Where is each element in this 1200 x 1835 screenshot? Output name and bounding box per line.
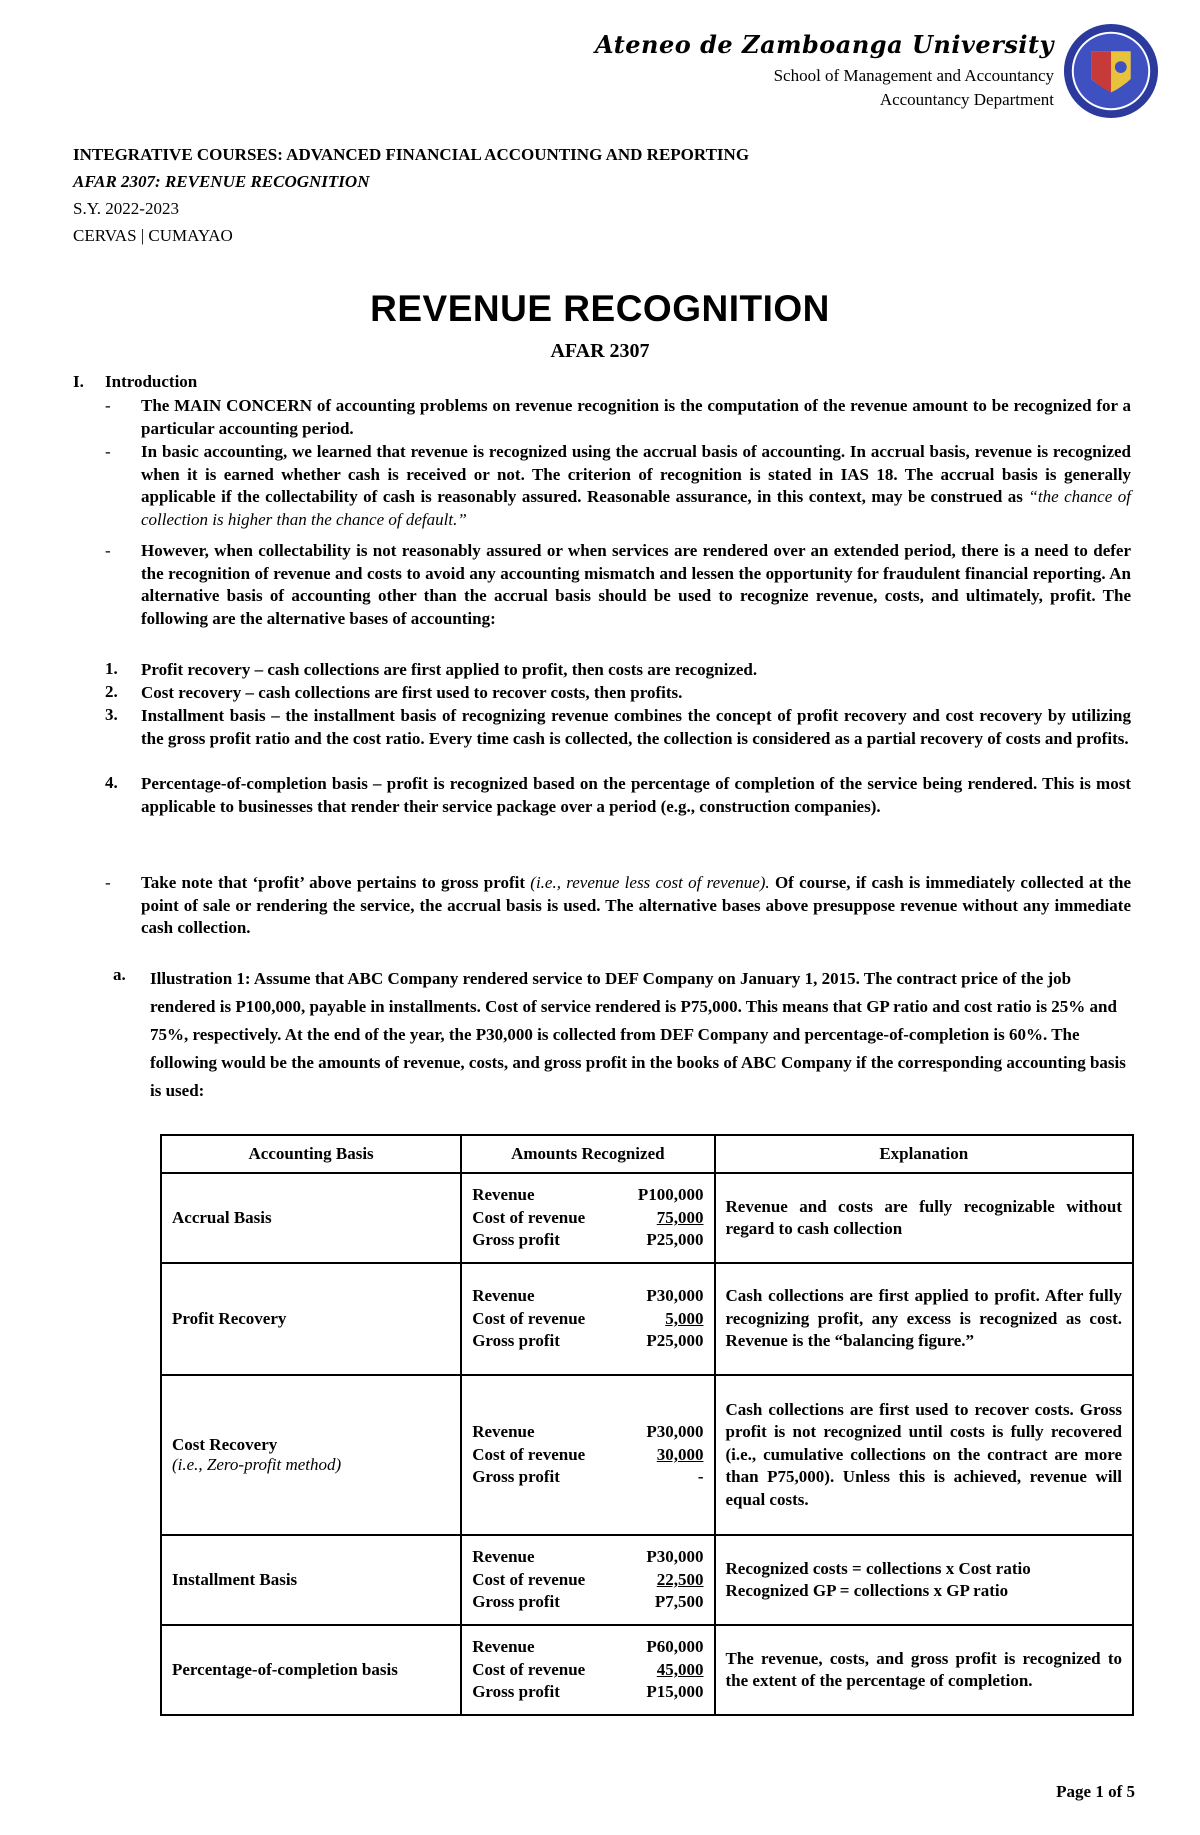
revenue-label: Revenue (472, 1547, 535, 1567)
illustration-text: Illustration 1: Assume that ABC Company rendered service to DEF Company on January 1, 2015. The contract price of the job rendered is P100,000, payable in installments. Cost of service rendered is P75,000. This means that GP ratio and cost ratio is 25% and 75%, respectively. At the end of the year, the P30,000 is collected from DEF Company and percentage-of-completion is 60%. The following would be the amounts of revenue, costs, and gross profit in the books of ABC Company if the corresponding accounting basis is used: (150, 969, 1126, 1100)
explanation-cell: Cash collections are first applied to profit. After fully recognizing profit, any excess is recognized as cost. Revenue is the “balancing figure.” (715, 1263, 1134, 1375)
course-line-1: INTEGRATIVE COURSES: ADVANCED FINANCIAL ACCOUNTING AND REPORTING (73, 145, 750, 164)
column-header: Explanation (715, 1135, 1134, 1173)
gp-label: Gross profit (472, 1592, 560, 1612)
cost-label: Cost of revenue (472, 1308, 586, 1328)
gp-value: P25,000 (646, 1230, 704, 1250)
table-row (161, 1263, 1133, 1375)
gp-value: P15,000 (646, 1682, 704, 1702)
amounts-cell (461, 1535, 714, 1625)
gp-label: Gross profit (472, 1230, 560, 1250)
explanation-line: Recognized GP = collections x GP ratio (725, 1581, 1009, 1600)
accounting-basis-table (160, 1134, 1134, 1716)
revenue-label: Revenue (472, 1637, 535, 1657)
university-seal-icon (1062, 22, 1160, 120)
page-number: Page 1 of 5 (1056, 1782, 1135, 1801)
basis-cell (161, 1375, 461, 1535)
school-year: S.Y. 2022-2023 (73, 199, 179, 218)
explanation-cell (715, 1535, 1134, 1625)
bullet-text-main: In basic accounting, we learned that revenue is recognized using the accrual basis of accounting. In accrual basis, revenue is recognized when it is earned whether cash is received or not. The criterion of recognition is stated in IAS 18. The accrual basis is generally applicable if the collectability of cash is reasonably assured. Reasonable assurance, in this context, may be construed as (141, 442, 1131, 506)
page-title: REVENUE RECOGNITION (370, 288, 830, 329)
university-name: Ateneo de Zamboanga University (595, 30, 1054, 59)
bullet-dash: - (105, 541, 111, 560)
gp-value: P25,000 (646, 1331, 704, 1351)
list-number: 3. (105, 705, 118, 724)
revenue-value: P30,000 (646, 1422, 704, 1442)
note-text (141, 872, 1131, 940)
cost-label: Cost of revenue (472, 1207, 586, 1227)
basis-subtitle: (i.e., Zero-profit method) (172, 1455, 342, 1474)
revenue-value: P100,000 (637, 1185, 704, 1205)
revenue-value: P30,000 (646, 1286, 704, 1306)
gp-label: Gross profit (472, 1331, 560, 1351)
bullet-dash: - (105, 442, 111, 461)
authors: CERVAS | CUMAYAO (73, 226, 233, 245)
amounts-cell (461, 1375, 714, 1535)
list-number: 4. (105, 773, 118, 792)
page-subtitle: AFAR 2307 (550, 340, 650, 362)
gp-label: Gross profit (472, 1467, 560, 1487)
cost-value: 22,500 (656, 1569, 704, 1589)
bullet-dash: - (105, 396, 111, 415)
revenue-label: Revenue (472, 1185, 535, 1205)
table-header-row (161, 1135, 1133, 1173)
section-heading: Introduction (105, 372, 198, 391)
revenue-value: P30,000 (646, 1547, 704, 1567)
cost-label: Cost of revenue (472, 1659, 586, 1679)
cost-label: Cost of revenue (472, 1569, 586, 1589)
cost-value: 45,000 (656, 1659, 704, 1679)
bullet-quote: “the chance of collection is higher than the chance of default.” (141, 487, 1131, 529)
explanation-line: Recognized costs = collections x Cost ratio (725, 1558, 1031, 1578)
bullet-text: However, when collectability is not reasonably assured or when services are rendered over an extended period, there is a need to defer the recognition of revenue and costs to avoid any accounting mismatch and lessen the opportunity for fraudulent financial reporting. An alternative basis of accounting other than the accrual basis should be used to recognize revenue, costs, and ultimately, profit. The following are the alternative bases of accounting: (141, 541, 1131, 628)
explanation-cell: Cash collections are first used to recover costs. Gross profit is not recognized until costs is fully recovered (i.e., cumulative collections on the contract are more than P75,000). Unless this is achieved, revenue will equal costs. (715, 1375, 1134, 1535)
bullet-text: The MAIN CONCERN of accounting problems on revenue recognition is the computation of the revenue amount to be recognized for a particular accounting period. (141, 396, 1131, 438)
basis-cell: Profit Recovery (161, 1263, 461, 1375)
table-row (161, 1625, 1133, 1715)
cost-value: 75,000 (656, 1207, 704, 1227)
list-item: Percentage-of-completion basis – profit is recognized based on the percentage of completion of the service being rendered. This is most applicable to businesses that render their service package over a period (e.g., construction companies). (141, 774, 1131, 816)
note-part-2: (i.e., revenue less cost of revenue). (530, 873, 770, 892)
illustration-letter: a. (113, 965, 126, 984)
table-row (161, 1535, 1133, 1625)
revenue-label: Revenue (472, 1286, 535, 1306)
basis-name: Cost Recovery (172, 1435, 278, 1454)
amounts-cell (461, 1263, 714, 1375)
basis-cell: Percentage-of-completion basis (161, 1625, 461, 1715)
department-name: Accountancy Department (879, 90, 1054, 109)
cost-label: Cost of revenue (472, 1444, 586, 1464)
table-row (161, 1375, 1133, 1535)
table-row (161, 1173, 1133, 1263)
revenue-value: P60,000 (646, 1637, 704, 1657)
amounts-cell (461, 1173, 714, 1263)
column-header: Accounting Basis (161, 1135, 461, 1173)
list-number: 2. (105, 682, 118, 701)
bullet-dash: - (105, 873, 111, 892)
list-item: Installment basis – the installment basis of recognizing revenue combines the concept of profit recovery and cost recovery by utilizing the gross profit ratio and the cost ratio. Every time cash is collected, the collection is considered as a partial recovery of costs and profits. (141, 706, 1131, 748)
explanation-cell: Revenue and costs are fully recognizable without regard to cash collection (715, 1173, 1134, 1263)
list-item: Cost recovery – cash collections are first used to recover costs, then profits. (141, 683, 683, 702)
explanation-cell: The revenue, costs, and gross profit is recognized to the extent of the percentage of completion. (715, 1625, 1134, 1715)
column-header: Amounts Recognized (461, 1135, 714, 1173)
school-name: School of Management and Accountancy (773, 66, 1054, 85)
cost-value: 30,000 (656, 1444, 704, 1464)
gp-label: Gross profit (472, 1682, 560, 1702)
revenue-label: Revenue (472, 1422, 535, 1442)
list-item: Profit recovery – cash collections are first applied to profit, then costs are recognized. (141, 660, 758, 679)
note-part-1: Take note that ‘profit’ above pertains to gross profit (141, 873, 526, 892)
bullet-text (141, 441, 1131, 531)
gp-value: - (697, 1467, 704, 1487)
note-part-3: Of course, if cash is immediately collected at the point of sale or rendering the service, the accrual basis is used. The alternative bases above presuppose revenue without any immediate cash collection. (141, 873, 1132, 937)
cost-value: 5,000 (665, 1308, 704, 1328)
course-line-2: AFAR 2307: REVENUE RECOGNITION (73, 172, 370, 191)
gp-value: P7,500 (654, 1592, 704, 1612)
amounts-cell (461, 1625, 714, 1715)
basis-cell: Installment Basis (161, 1535, 461, 1625)
section-number: I. (73, 372, 84, 391)
basis-cell: Accrual Basis (161, 1173, 461, 1263)
list-number: 1. (105, 659, 118, 678)
